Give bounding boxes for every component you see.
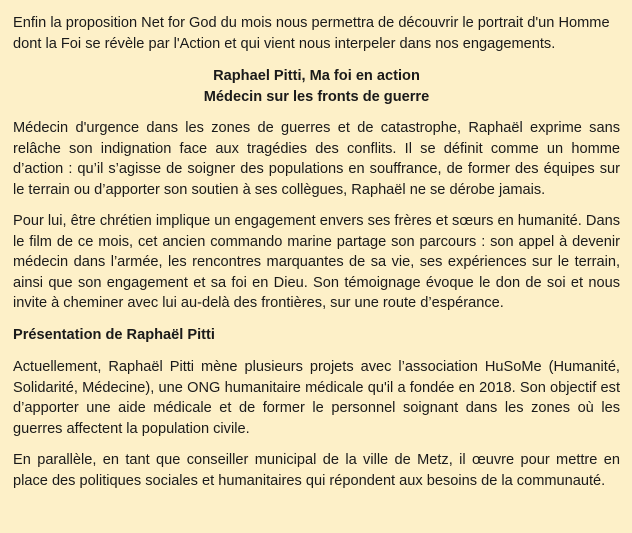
intro-paragraph: Enfin la proposition Net for God du mois nous permettra de découvrir le portrait d'un Homme dont la Foi se révèle par l'Action et qui vient nous interpeler dans nos engagements. <box>13 15 610 52</box>
body-paragraph-1: Médecin d'urgence dans les zones de guerres et de catastrophe, Raphaël exprime sans relâche son indignation face aux tragédies des conflits. Il se définit comme un homme d’action : qu’il s’agisse de soigner des populations en souffrance, de former des équipes sur le terrain ou d’apporter son soutien à ses collègues, Raphaël ne se dérobe jamais. <box>13 120 620 198</box>
presentation-paragraph-2: En parallèle, en tant que conseiller municipal de la ville de Metz, il œuvre pour mettre en place des politiques sociales et humanitaires qui répondent aux besoins de la communauté. <box>13 452 620 489</box>
article-title: Raphael Pitti, Ma foi en action <box>213 68 420 84</box>
body-paragraph-2: Pour lui, être chrétien implique un engagement envers ses frères et sœurs en humanité. Dans le film de ce mois, cet ancien commando marine partage son parcours : son appel à devenir médecin dans l’armée, les rencontres marquantes de sa vie, ses expériences sur le terrain, ainsi que son engagement et sa foi en Dieu. Son témoignage évoque le don de soi et nous invite à cheminer avec lui au-delà des frontières, sur une route d’espérance. <box>13 213 620 311</box>
presentation-paragraph-1: Actuellement, Raphaël Pitti mène plusieurs projets avec l’association HuSoMe (Humanité, Solidarité, Médecine), une ONG humanitaire médicale qu'il a fondée en 2018. Son objectif est d’apporter une aide médicale et de former le personnel soignant dans les zones où les guerres affectent la population civile. <box>13 359 620 437</box>
article-heading <box>13 66 620 107</box>
section-title: Présentation de Raphaël Pitti <box>13 326 215 343</box>
article-subtitle: Médecin sur les fronts de guerre <box>203 88 430 105</box>
